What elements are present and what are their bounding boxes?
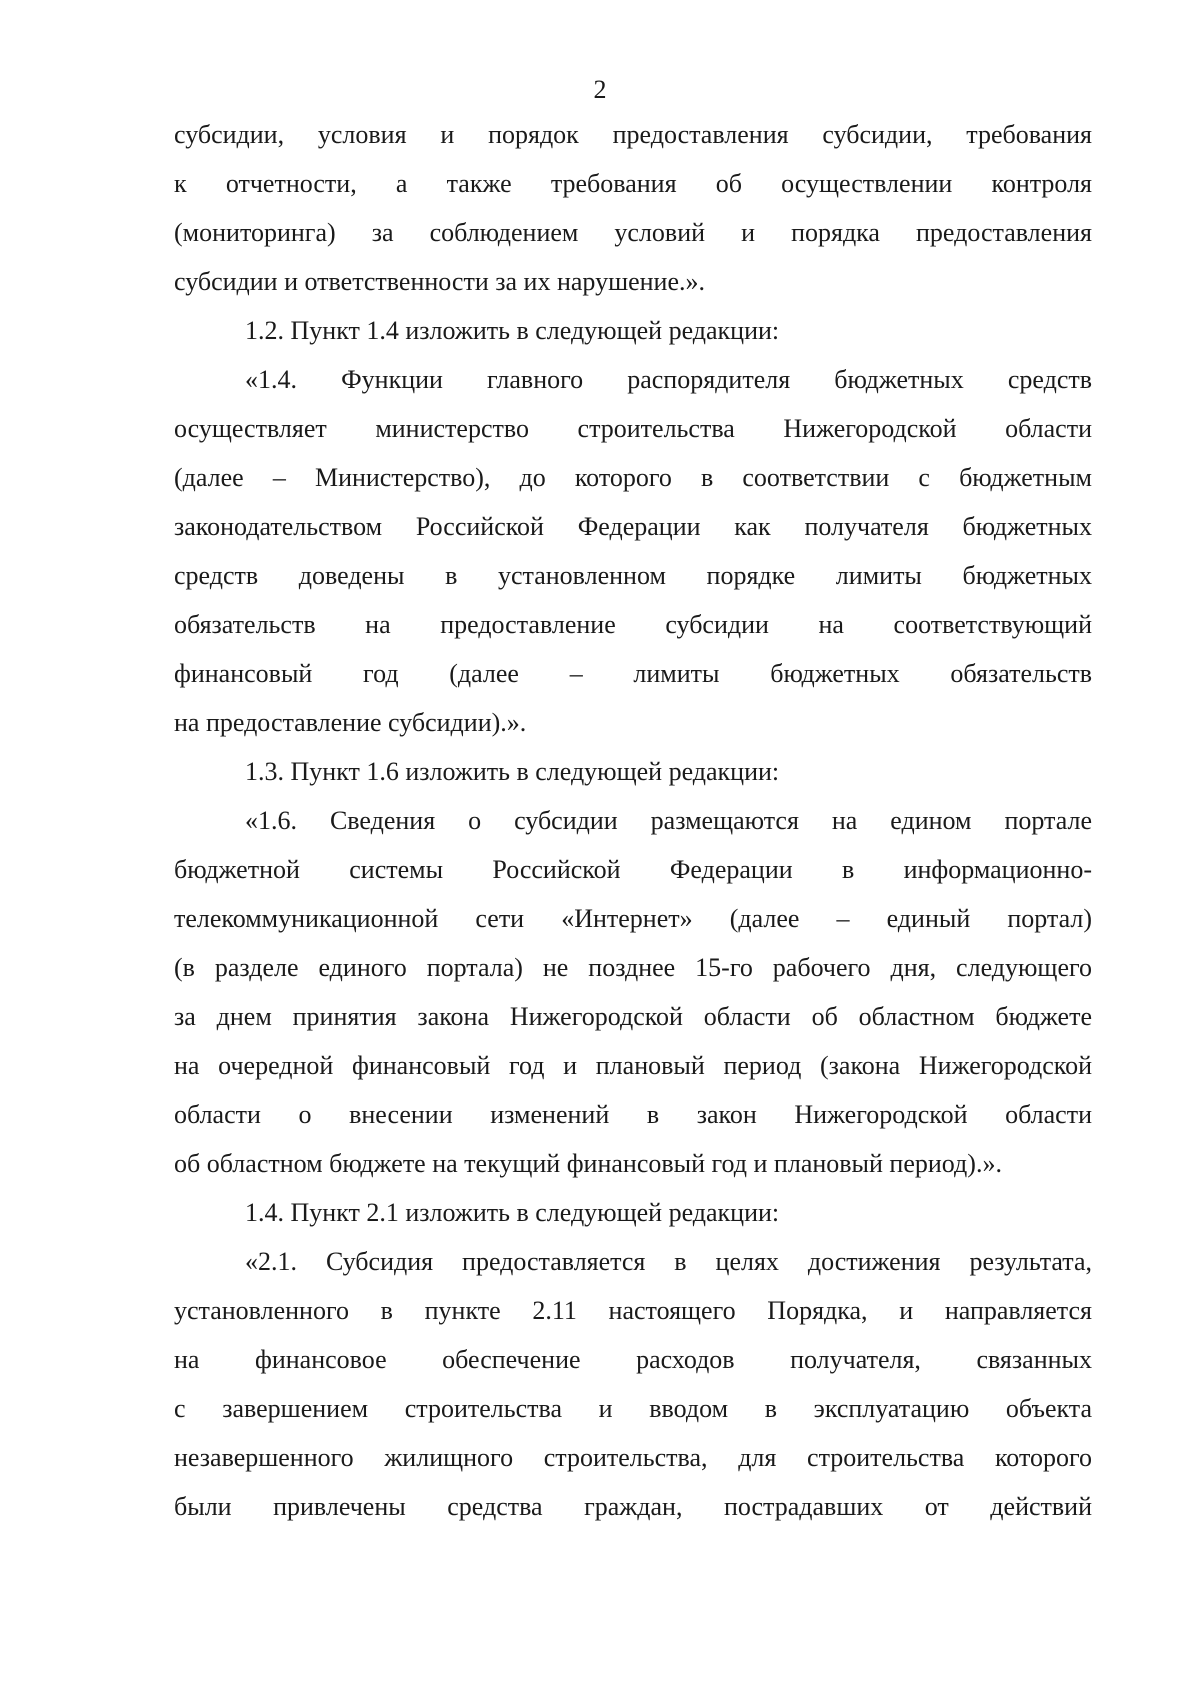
text-line: телекоммуникационной сети «Интернет» (далее – единый портал) [174, 904, 1092, 933]
text-line: за днем принятия закона Нижегородской области об областном бюджете [174, 1002, 1092, 1031]
text-line: 1.2. Пункт 1.4 изложить в следующей редакции: [245, 316, 780, 345]
text-line: (далее – Министерство), до которого в соответствии с бюджетным [174, 463, 1092, 492]
text-line: (в разделе единого портала) не позднее 15-го рабочего дня, следующего [174, 953, 1092, 982]
text-line: были привлечены средства граждан, пострадавших от действий [174, 1492, 1092, 1521]
text-line: с завершением строительства и вводом в эксплуатацию объекта [174, 1394, 1092, 1423]
page-number: 2 [593, 75, 607, 104]
text-line: к отчетности, а также требования об осуществлении контроля [174, 169, 1092, 198]
text-line: «2.1. Субсидия предоставляется в целях достижения результата, [245, 1247, 1092, 1276]
text-line: финансовый год (далее – лимиты бюджетных обязательств [174, 659, 1092, 688]
text-line: законодательством Российской Федерации как получателя бюджетных [174, 512, 1092, 541]
text-line: 1.4. Пункт 2.1 изложить в следующей редакции: [245, 1198, 780, 1227]
document-body [174, 110, 1092, 1531]
text-line: на финансовое обеспечение расходов получателя, связанных [174, 1345, 1092, 1374]
text-line: средств доведены в установленном порядке лимиты бюджетных [174, 561, 1092, 590]
text-line: на предоставление субсидии).». [174, 708, 527, 737]
text-line: установленного в пункте 2.11 настоящего Порядка, и направляется [174, 1296, 1092, 1325]
text-line: бюджетной системы Российской Федерации в информационно- [174, 855, 1092, 884]
text-line: на очередной финансовый год и плановый период (закона Нижегородской [174, 1051, 1092, 1080]
text-line: субсидии и ответственности за их нарушение.». [174, 267, 705, 296]
text-line: осуществляет министерство строительства Нижегородской области [174, 414, 1092, 443]
text-line: «1.4. Функции главного распорядителя бюджетных средств [245, 365, 1092, 394]
text-line: (мониторинга) за соблюдением условий и порядка предоставления [174, 218, 1092, 247]
text-line: области о внесении изменений в закон Нижегородской области [174, 1100, 1092, 1129]
text-line: незавершенного жилищного строительства, для строительства которого [174, 1443, 1092, 1472]
text-line: субсидии, условия и порядок предоставления субсидии, требования [174, 120, 1092, 149]
text-line: 1.3. Пункт 1.6 изложить в следующей редакции: [245, 757, 780, 786]
text-line: об областном бюджете на текущий финансовый год и плановый период).». [174, 1149, 1002, 1178]
text-line: обязательств на предоставление субсидии на соответствующий [174, 610, 1092, 639]
text-line: «1.6. Сведения о субсидии размещаются на едином портале [245, 806, 1092, 835]
